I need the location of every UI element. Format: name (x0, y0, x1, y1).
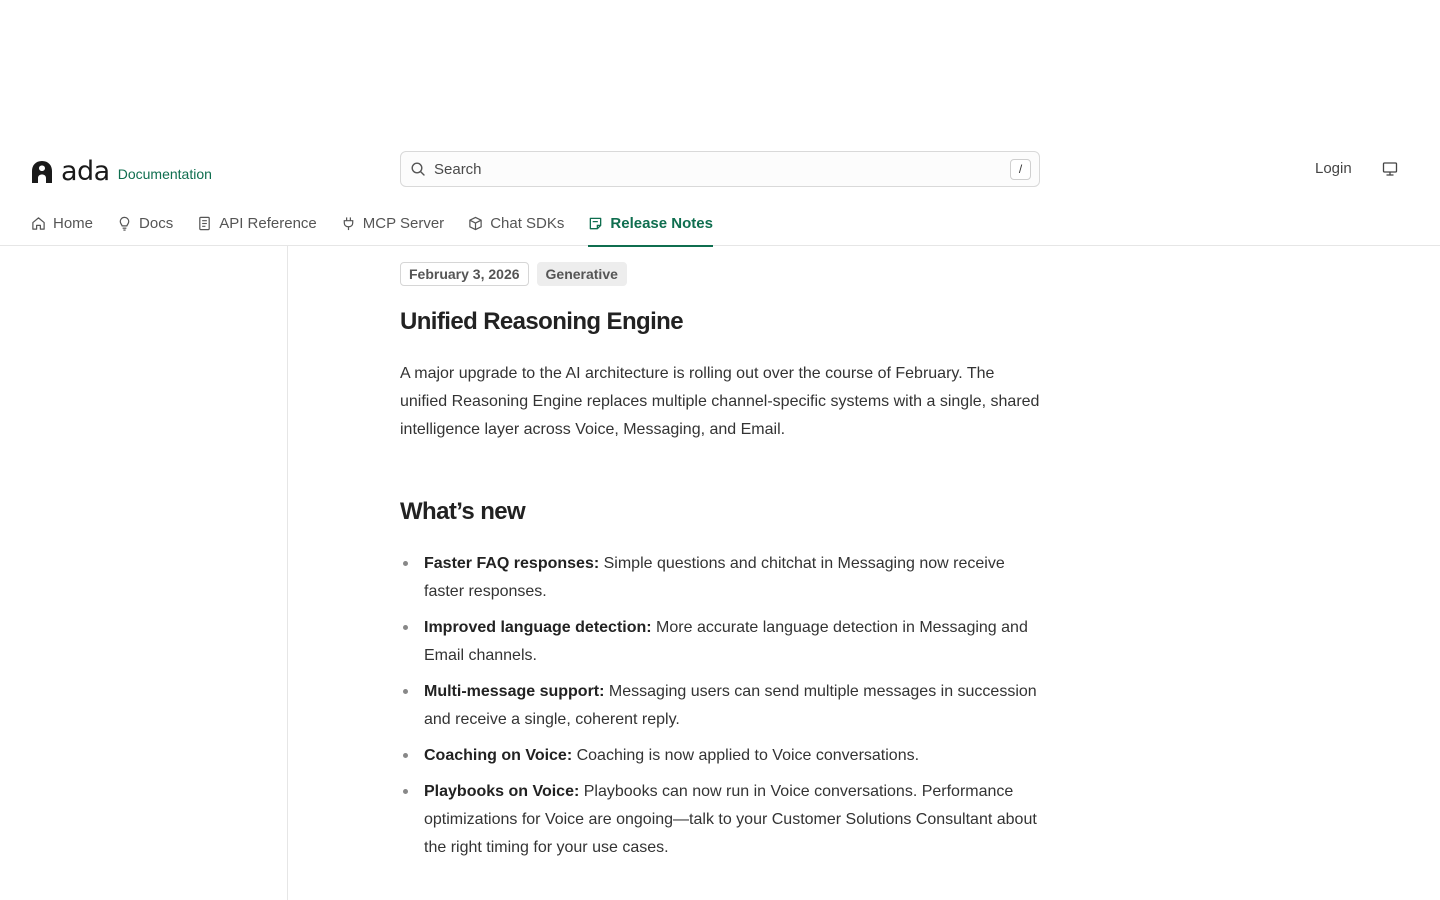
list-item-term: Faster FAQ responses: (424, 555, 600, 572)
logo-wordmark: ada (61, 156, 110, 187)
nav-tab-mcp-server[interactable] (341, 200, 444, 246)
nav-tab-label: API Reference (219, 214, 317, 232)
nav-tab-label: Home (53, 214, 94, 232)
list-item-term: Playbooks on Voice: (424, 783, 580, 800)
search-shortcut-key: / (1010, 159, 1031, 180)
list-item (400, 678, 1040, 734)
date-badge: February 3, 2026 (400, 262, 529, 286)
list-item (400, 614, 1040, 670)
list-item (400, 550, 1040, 606)
nav-tab-api-reference[interactable] (197, 200, 317, 246)
nav-tab-label: Docs (139, 214, 174, 232)
list-item-text: Coaching is now applied to Voice conversations. (572, 747, 920, 764)
list-item-term: Improved language detection: (424, 619, 652, 636)
article-intro: A major upgrade to the AI architecture is rolling out over the course of February. The unified Reasoning Engine replaces multiple channel-specific systems with a single, shared intelligence layer across Voice, Messaging, and Email. (400, 365, 1040, 438)
article-title: Unified Reasoning Engine (400, 308, 683, 335)
list-item (400, 778, 1040, 862)
ada-logo-icon (31, 160, 53, 184)
lightbulb-icon (117, 216, 132, 231)
nav-tab-label: Chat SDKs (490, 214, 565, 232)
list-item-text: Playbooks can now run in Voice conversations. Performance optimizations for Voice are ongoing—talk to your Customer Solutions Consultant about the right timing for your use cases. (424, 783, 1037, 856)
nav-tab-label: MCP Server (362, 214, 445, 232)
logo-subtitle: Documentation (117, 166, 212, 182)
nav-tab-docs[interactable] (117, 200, 173, 246)
search-placeholder: Search (434, 160, 482, 178)
category-badge: Generative (537, 262, 627, 286)
list-item-term: Multi-message support: (424, 683, 605, 700)
release-note-article (400, 262, 1040, 870)
top-nav (0, 200, 1440, 246)
list-item (400, 742, 1040, 770)
top-header (0, 150, 1440, 188)
ada-logo[interactable] (31, 156, 212, 187)
nav-tab-chat-sdks[interactable] (468, 200, 564, 246)
document-icon (197, 216, 212, 231)
list-item-term: Coaching on Voice: (424, 747, 573, 764)
release-tags (400, 262, 1040, 286)
sidebar (0, 246, 288, 900)
whats-new-list (400, 550, 1040, 862)
section-heading: What’s new (400, 498, 526, 525)
search-icon (411, 162, 425, 176)
cube-icon (468, 216, 483, 231)
search-input[interactable] (400, 151, 1040, 187)
nav-tab-home[interactable] (31, 200, 93, 246)
nav-tab-release-notes[interactable] (588, 200, 713, 246)
home-icon (31, 216, 46, 231)
list-item-text: More accurate language detection in Messaging and Email channels. (424, 619, 1028, 664)
note-icon (588, 216, 603, 231)
list-item-text: Messaging users can send multiple messages in succession and receive a single, coherent reply. (424, 683, 1037, 728)
plug-icon (341, 216, 356, 231)
list-item-text: Simple questions and chitchat in Messaging now receive faster responses. (424, 555, 1005, 600)
monitor-icon[interactable] (1382, 161, 1398, 177)
nav-tab-label: Release Notes (610, 214, 713, 232)
login-link[interactable]: Login (1315, 160, 1352, 177)
